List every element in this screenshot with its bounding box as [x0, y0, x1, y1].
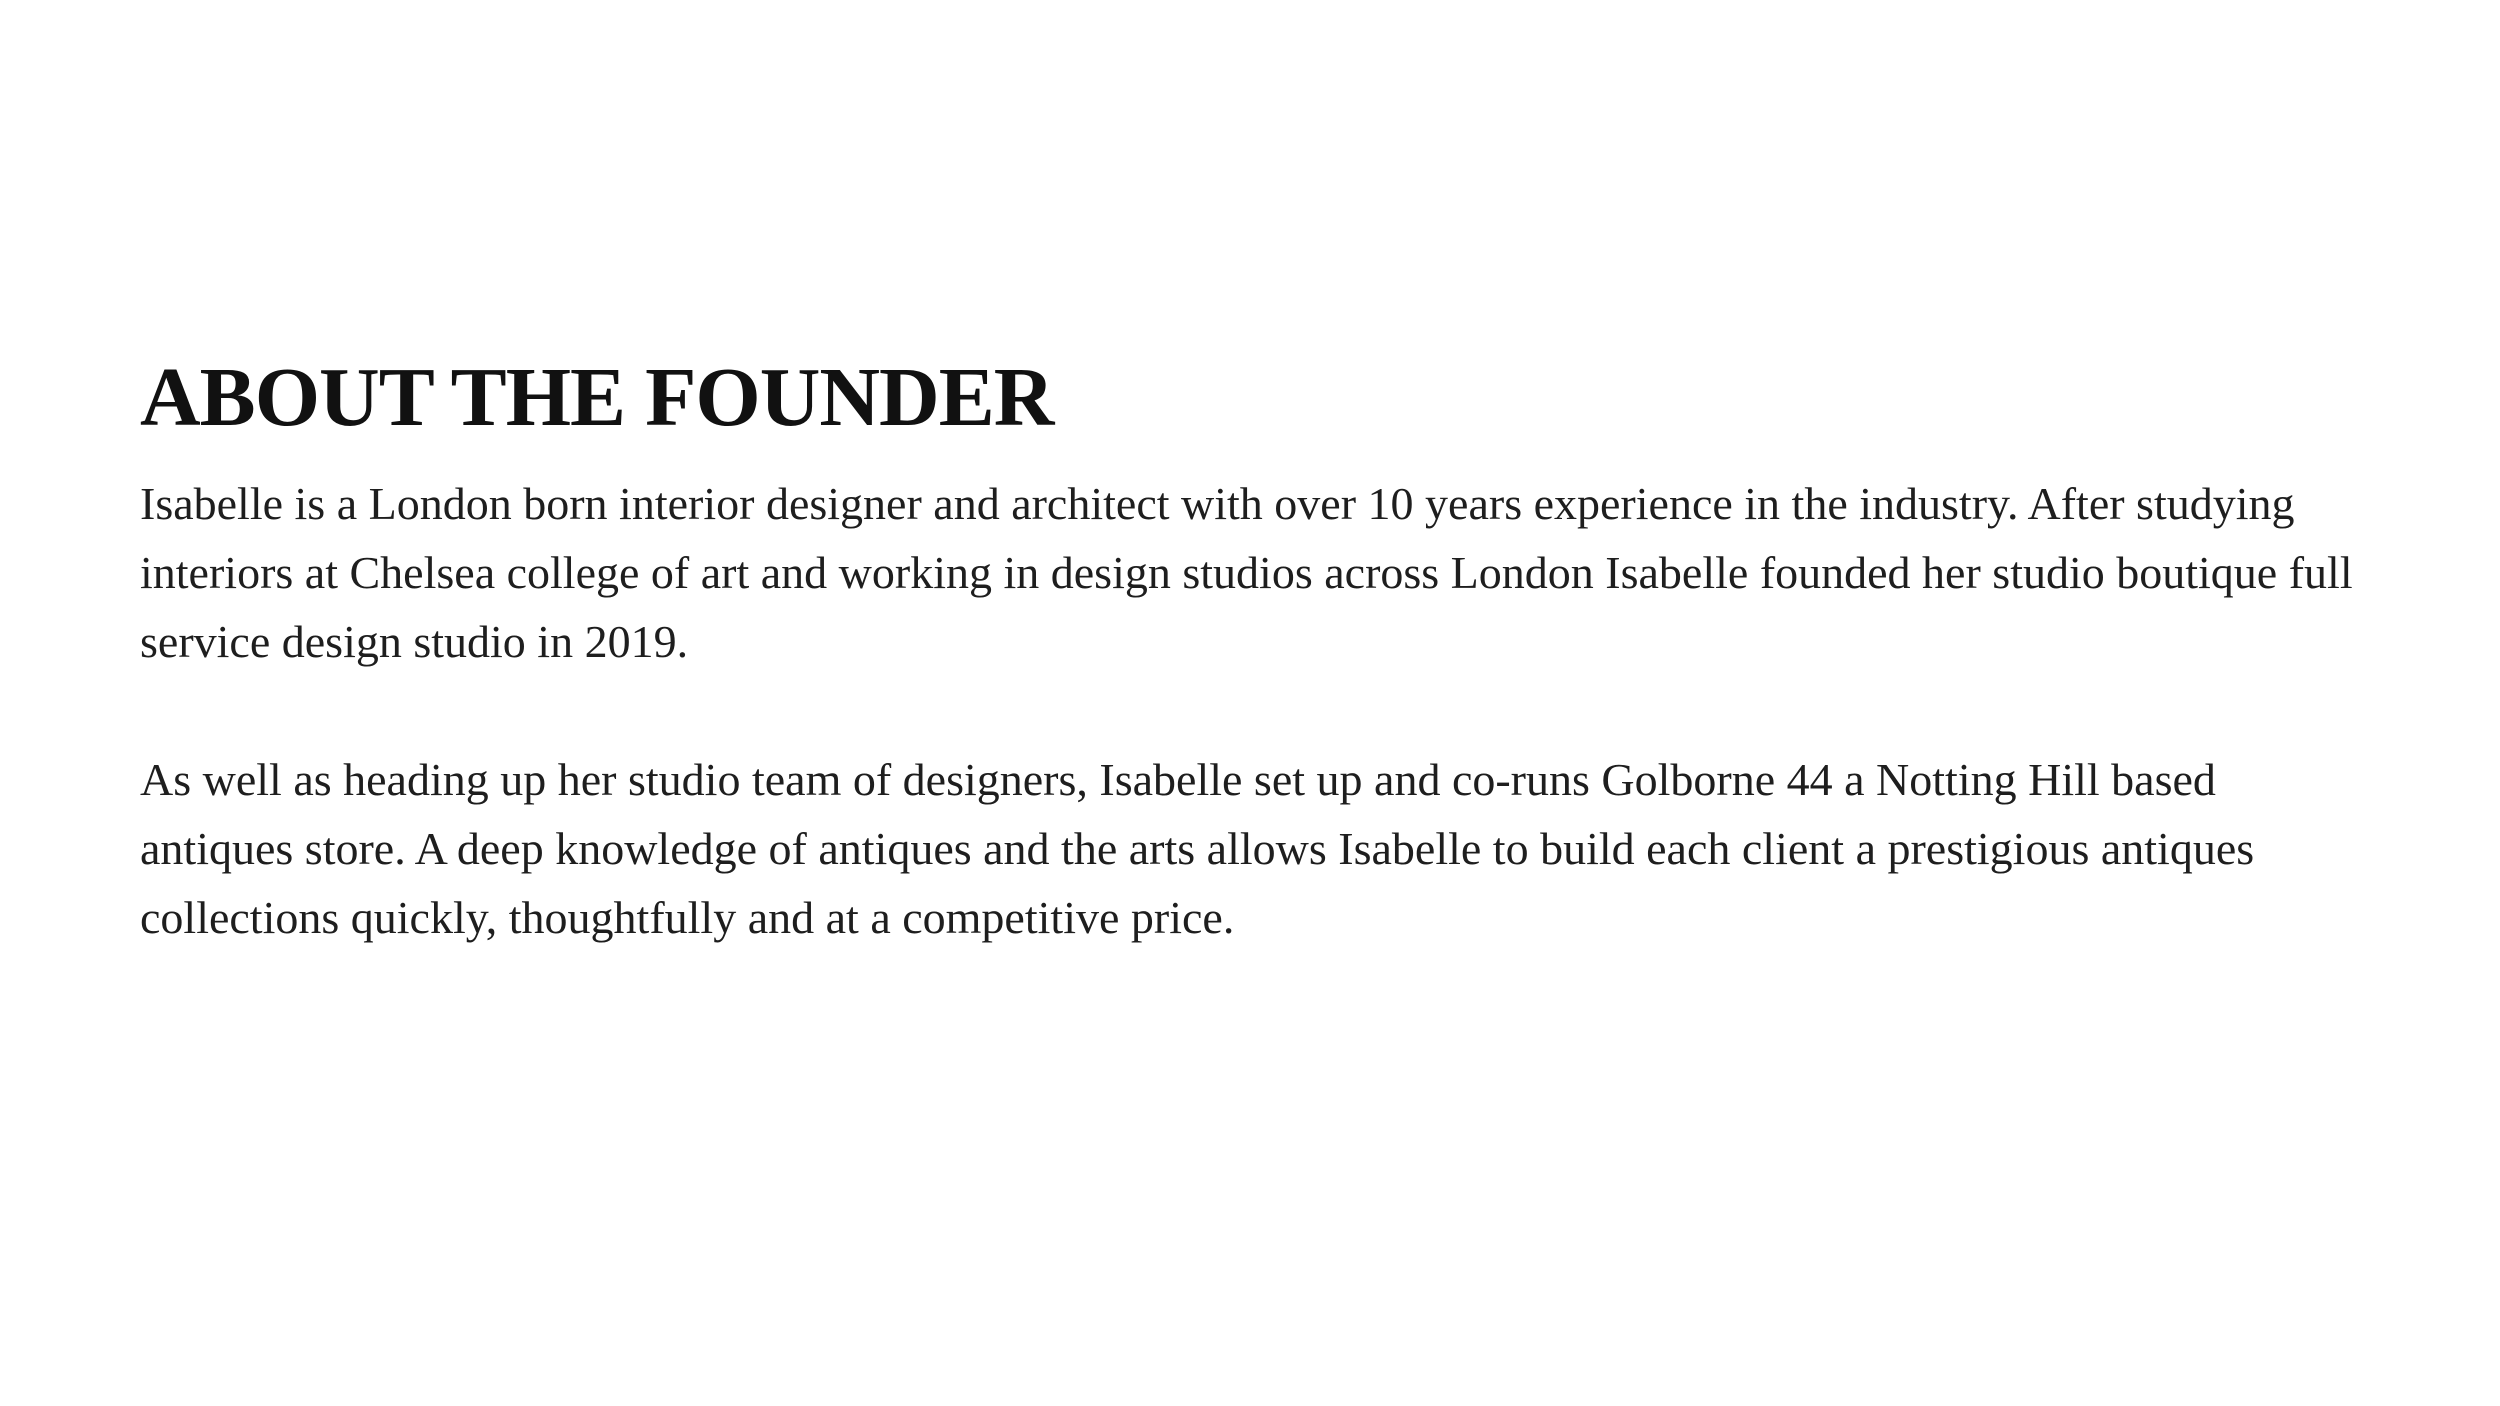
bio-paragraph-intro: Isabelle is a London born interior designer and architect with over 10 years experience in the industry. After studying interiors at Chelsea college of art and working in design studios across London Isabelle founded her studio boutique full service design studio in 2019.	[140, 477, 2353, 667]
about-founder-section	[140, 350, 2380, 952]
section-heading: ABOUT THE FOUNDER	[140, 351, 1054, 444]
bio-paragraph-antiques: As well as heading up her studio team of designers, Isabelle set up and co-runs Golborne 44 a Notting Hill based antiques store. A deep knowledge of antiques and the arts allows Isabelle to build each client a prestigious antiques collections quickly, thoughtfully and at a competitive price.	[140, 753, 2255, 943]
